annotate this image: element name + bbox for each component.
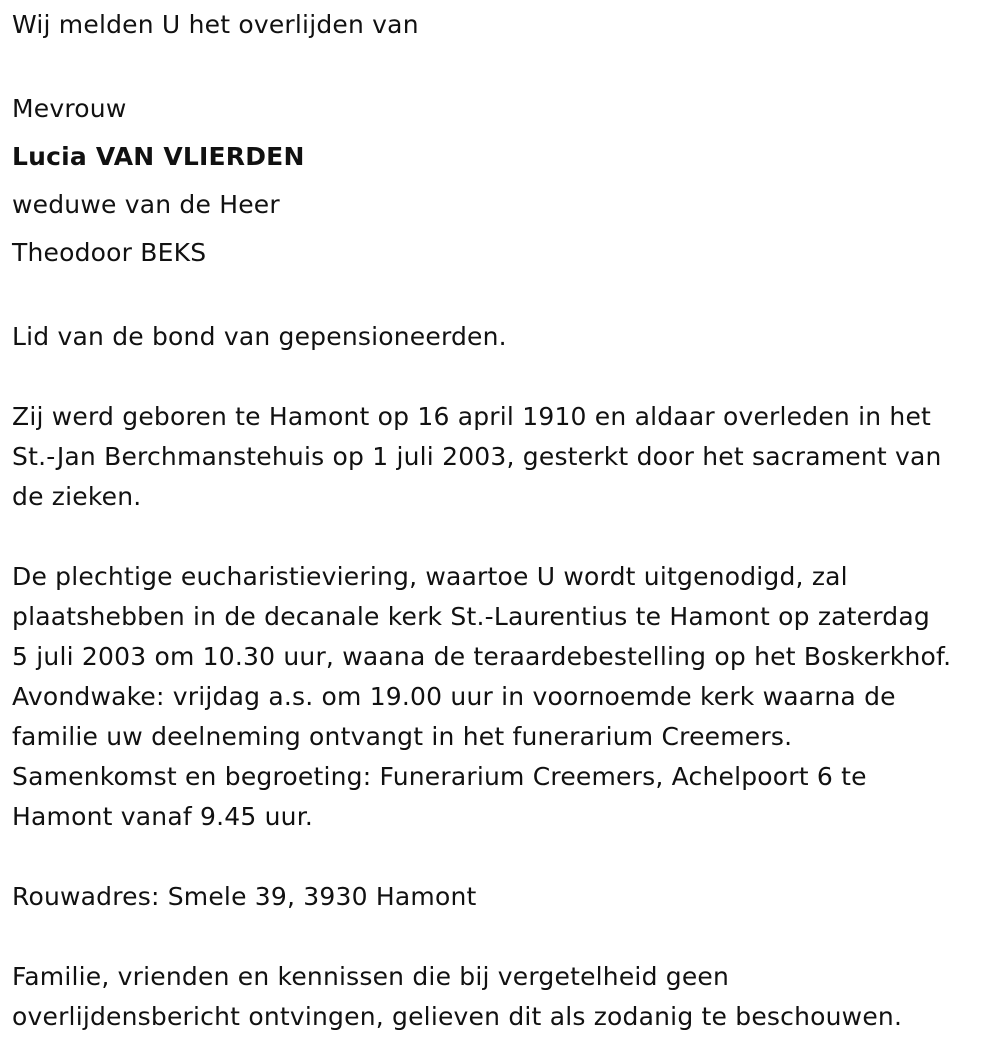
closing-line: Familie, vrienden en kennissen die bij vergetelheid geen (12, 962, 730, 991)
mourning-address: Rouwadres: Smele 39, 3930 Hamont (12, 882, 477, 911)
membership-line: Lid van de bond van gepensioneerden. (12, 322, 507, 351)
closing-paragraph (12, 957, 980, 1037)
intro-line: Wij melden U het overlijden van (12, 10, 419, 39)
ceremony-line: Samenkomst en begroeting: Funerarium Creemers, Achelpoort 6 te (12, 762, 867, 791)
spouse-name: Theodoor BEKS (12, 238, 207, 267)
ceremony-line: De plechtige eucharistieviering, waartoe U wordt uitgenodigd, zal (12, 562, 848, 591)
widow-of: weduwe van de Heer (12, 190, 280, 219)
ceremony-line: Hamont vanaf 9.45 uur. (12, 802, 314, 831)
closing-line: overlijdensbericht ontvingen, gelieven dit als zodanig te beschouwen. (12, 1002, 903, 1031)
ceremony-line: Avondwake: vrijdag a.s. om 19.00 uur in voornoemde kerk waarna de (12, 682, 896, 711)
birth-death-line: Zij werd geboren te Hamont op 16 april 1910 en aldaar overleden in het (12, 402, 932, 431)
birth-death-line: St.-Jan Berchmanstehuis op 1 juli 2003, gesterkt door het sacrament van (12, 442, 942, 471)
ceremony-line: familie uw deelneming ontvangt in het funerarium Creemers. (12, 722, 793, 751)
honorific: Mevrouw (12, 94, 127, 123)
birth-death-line: de zieken. (12, 482, 142, 511)
ceremony-line: 5 juli 2003 om 10.30 uur, waana de teraardebestelling op het Boskerkhof. (12, 642, 952, 671)
ceremony-paragraph (12, 557, 980, 837)
birth-death-paragraph (12, 397, 980, 517)
deceased-block (12, 85, 980, 277)
ceremony-line: plaatshebben in de decanale kerk St.-Laurentius te Hamont op zaterdag (12, 602, 930, 631)
deceased-name: Lucia VAN VLIERDEN (12, 142, 305, 171)
